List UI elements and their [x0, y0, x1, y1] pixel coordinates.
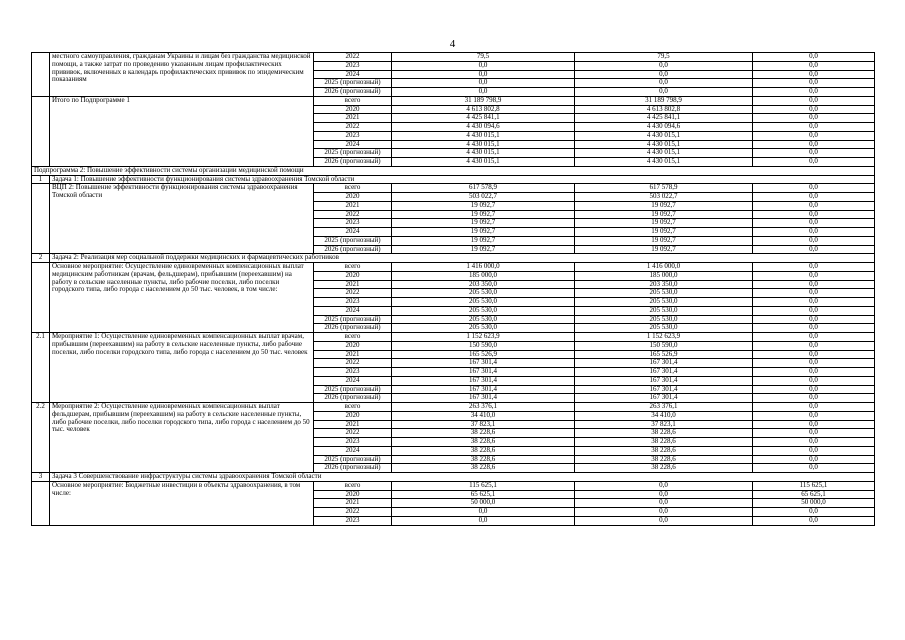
other-source-value: 0,0 — [753, 79, 875, 88]
regional-budget-value: 4 613 802,8 — [575, 105, 753, 114]
other-source-value: 0,0 — [753, 464, 875, 473]
total-value: 165 526,9 — [392, 350, 575, 359]
regional-budget-value: 1 152 623,9 — [575, 333, 753, 342]
period-cell: 2025 (прогнозный) — [314, 315, 392, 324]
row-number — [32, 263, 50, 333]
other-source-value: 0,0 — [753, 394, 875, 403]
other-source-value: 0,0 — [753, 376, 875, 385]
total-value: 205 530,0 — [392, 324, 575, 333]
total-value: 4 613 802,8 — [392, 105, 575, 114]
regional-budget-value: 0,0 — [575, 481, 753, 490]
regional-budget-value: 205 530,0 — [575, 324, 753, 333]
table-row — [32, 184, 875, 193]
total-value: 19 092,7 — [392, 210, 575, 219]
other-source-value: 0,0 — [753, 359, 875, 368]
total-value: 34 410,0 — [392, 411, 575, 420]
other-source-value: 0,0 — [753, 368, 875, 377]
regional-budget-value: 205 530,0 — [575, 315, 753, 324]
total-value: 65 625,1 — [392, 490, 575, 499]
regional-budget-value: 19 092,7 — [575, 236, 753, 245]
total-value: 167 301,4 — [392, 376, 575, 385]
period-cell: 2024 — [314, 228, 392, 237]
row-number: 2.2 — [32, 403, 50, 473]
budget-table-wrapper — [31, 52, 874, 526]
period-cell: 2022 — [314, 53, 392, 62]
period-cell: 2020 — [314, 411, 392, 420]
period-cell: 2026 (прогнозный) — [314, 88, 392, 97]
total-value: 205 530,0 — [392, 315, 575, 324]
period-cell: 2021 — [314, 499, 392, 508]
period-cell: 2022 — [314, 289, 392, 298]
total-value: 19 092,7 — [392, 245, 575, 254]
table-row — [32, 53, 875, 62]
period-cell: 2023 — [314, 438, 392, 447]
regional-budget-value: 38 228,6 — [575, 464, 753, 473]
activity-description: Мероприятие 2: Осуществление единовременных компенсационных выплат фельдшерам, прибывшим (переехавшим) на работу в сельские населенные пункты, либо рабочие поселки, либо поселки городского типа, либо города с населением до 50 тыс. человек — [50, 403, 314, 473]
other-source-value: 0,0 — [753, 123, 875, 132]
row-number — [32, 481, 50, 525]
period-cell: 2025 (прогнозный) — [314, 236, 392, 245]
other-source-value: 0,0 — [753, 289, 875, 298]
total-value: 37 823,1 — [392, 420, 575, 429]
total-value: 50 000,0 — [392, 499, 575, 508]
total-value: 503 022,7 — [392, 193, 575, 202]
period-cell: 2025 (прогнозный) — [314, 149, 392, 158]
page-number: 4 — [449, 38, 456, 50]
period-cell: 2026 (прогнозный) — [314, 158, 392, 167]
regional-budget-value: 19 092,7 — [575, 201, 753, 210]
other-source-value: 0,0 — [753, 105, 875, 114]
table-row — [32, 96, 875, 105]
regional-budget-value: 4 430 015,1 — [575, 158, 753, 167]
regional-budget-value: 19 092,7 — [575, 245, 753, 254]
regional-budget-value: 0,0 — [575, 499, 753, 508]
other-source-value: 0,0 — [753, 341, 875, 350]
period-cell: 2021 — [314, 280, 392, 289]
other-source-value: 0,0 — [753, 271, 875, 280]
task-row — [32, 254, 875, 263]
total-value: 167 301,4 — [392, 394, 575, 403]
total-value: 0,0 — [392, 61, 575, 70]
regional-budget-value: 167 301,4 — [575, 385, 753, 394]
other-source-value: 0,0 — [753, 245, 875, 254]
other-source-value: 0,0 — [753, 61, 875, 70]
other-source-value: 0,0 — [753, 184, 875, 193]
total-value: 167 301,4 — [392, 359, 575, 368]
period-cell: 2021 — [314, 420, 392, 429]
other-source-value: 0,0 — [753, 280, 875, 289]
regional-budget-value: 205 530,0 — [575, 298, 753, 307]
period-cell: 2021 — [314, 114, 392, 123]
other-source-value: 0,0 — [753, 350, 875, 359]
total-value: 205 530,0 — [392, 298, 575, 307]
total-value: 0,0 — [392, 79, 575, 88]
table-row — [32, 403, 875, 412]
regional-budget-value: 38 228,6 — [575, 429, 753, 438]
regional-budget-value: 205 530,0 — [575, 306, 753, 315]
regional-budget-value: 167 301,4 — [575, 394, 753, 403]
total-value: 0,0 — [392, 516, 575, 525]
total-value: 38 228,6 — [392, 429, 575, 438]
total-value: 1 416 000,0 — [392, 263, 575, 272]
total-value: 4 430 015,1 — [392, 158, 575, 167]
regional-budget-value: 0,0 — [575, 490, 753, 499]
other-source-value: 0,0 — [753, 446, 875, 455]
regional-budget-value: 4 430 015,1 — [575, 131, 753, 140]
period-cell: всего — [314, 403, 392, 412]
total-value: 4 430 094,6 — [392, 123, 575, 132]
activity-description: Итого по Подпрограмме 1 — [50, 96, 314, 166]
task-title: Задача 2: Реализация мер социальной поддержки медицинских и фармацевтических работников — [50, 254, 875, 263]
row-number: 1 — [32, 175, 50, 184]
total-value: 205 530,0 — [392, 289, 575, 298]
table-row — [32, 481, 875, 490]
period-cell: 2024 — [314, 446, 392, 455]
activity-description: Мероприятие 1: Осуществление единовременных компенсационных выплат врачам, прибывшим (переехавшим) на работу в сельские населенные пункты, либо рабочие поселки, либо поселки городского типа, либо города с населением до 50 тыс. человек — [50, 333, 314, 403]
total-value: 1 152 623,9 — [392, 333, 575, 342]
other-source-value: 0,0 — [753, 298, 875, 307]
total-value: 150 590,0 — [392, 341, 575, 350]
regional-budget-value: 503 022,7 — [575, 193, 753, 202]
regional-budget-value: 263 376,1 — [575, 403, 753, 412]
total-value: 4 430 015,1 — [392, 149, 575, 158]
other-source-value: 0,0 — [753, 263, 875, 272]
period-cell: 2023 — [314, 131, 392, 140]
other-source-value: 115 625,1 — [753, 481, 875, 490]
total-value: 19 092,7 — [392, 236, 575, 245]
total-value: 205 530,0 — [392, 306, 575, 315]
period-cell: 2023 — [314, 61, 392, 70]
task-title: Задача 3 Совершенствование инфраструктуры системы здравоохранения Томской области — [50, 473, 875, 482]
regional-budget-value: 150 590,0 — [575, 341, 753, 350]
regional-budget-value: 0,0 — [575, 61, 753, 70]
total-value: 0,0 — [392, 508, 575, 517]
period-cell: 2022 — [314, 429, 392, 438]
period-cell: 2020 — [314, 341, 392, 350]
other-source-value: 0,0 — [753, 508, 875, 517]
other-source-value: 0,0 — [753, 333, 875, 342]
other-source-value: 0,0 — [753, 149, 875, 158]
other-source-value: 0,0 — [753, 516, 875, 525]
regional-budget-value: 38 228,6 — [575, 446, 753, 455]
regional-budget-value: 31 189 798,9 — [575, 96, 753, 105]
period-cell: 2022 — [314, 359, 392, 368]
regional-budget-value: 38 228,6 — [575, 455, 753, 464]
regional-budget-value: 167 301,4 — [575, 376, 753, 385]
regional-budget-value: 167 301,4 — [575, 359, 753, 368]
subprogram-row — [32, 166, 875, 175]
regional-budget-value: 19 092,7 — [575, 228, 753, 237]
regional-budget-value: 1 416 000,0 — [575, 263, 753, 272]
other-source-value: 0,0 — [753, 236, 875, 245]
period-cell: 2022 — [314, 210, 392, 219]
other-source-value: 50 000,0 — [753, 499, 875, 508]
period-cell: 2021 — [314, 350, 392, 359]
total-value: 115 625,1 — [392, 481, 575, 490]
total-value: 0,0 — [392, 70, 575, 79]
total-value: 38 228,6 — [392, 455, 575, 464]
other-source-value: 0,0 — [753, 53, 875, 62]
period-cell: 2026 (прогнозный) — [314, 245, 392, 254]
other-source-value: 0,0 — [753, 403, 875, 412]
period-cell: 2024 — [314, 140, 392, 149]
regional-budget-value: 203 350,0 — [575, 280, 753, 289]
total-value: 4 425 841,1 — [392, 114, 575, 123]
total-value: 38 228,6 — [392, 438, 575, 447]
regional-budget-value: 79,5 — [575, 53, 753, 62]
period-cell: 2023 — [314, 516, 392, 525]
other-source-value: 0,0 — [753, 210, 875, 219]
total-value: 19 092,7 — [392, 201, 575, 210]
table-row — [32, 263, 875, 272]
subprogram-title: Подпрограмма 2: Повышение эффективности системы организации медицинской помощи — [32, 166, 875, 175]
regional-budget-value: 0,0 — [575, 70, 753, 79]
regional-budget-value: 205 530,0 — [575, 289, 753, 298]
total-value: 203 350,0 — [392, 280, 575, 289]
total-value: 167 301,4 — [392, 368, 575, 377]
period-cell: 2020 — [314, 271, 392, 280]
other-source-value: 0,0 — [753, 429, 875, 438]
other-source-value: 0,0 — [753, 420, 875, 429]
row-number — [32, 184, 50, 254]
regional-budget-value: 0,0 — [575, 88, 753, 97]
activity-description: ВЦП 2: Повышение эффективности функционирования системы здравоохранения Томской области — [50, 184, 314, 254]
total-value: 19 092,7 — [392, 219, 575, 228]
regional-budget-value: 4 430 015,1 — [575, 140, 753, 149]
total-value: 167 301,4 — [392, 385, 575, 394]
total-value: 38 228,6 — [392, 446, 575, 455]
other-source-value: 0,0 — [753, 455, 875, 464]
regional-budget-value: 167 301,4 — [575, 368, 753, 377]
total-value: 31 189 798,9 — [392, 96, 575, 105]
period-cell: всего — [314, 263, 392, 272]
budget-table-body — [32, 53, 875, 526]
period-cell: 2026 (прогнозный) — [314, 464, 392, 473]
other-source-value: 0,0 — [753, 315, 875, 324]
row-number: 3 — [32, 473, 50, 482]
period-cell: 2023 — [314, 219, 392, 228]
other-source-value: 0,0 — [753, 158, 875, 167]
regional-budget-value: 165 526,9 — [575, 350, 753, 359]
task-row — [32, 175, 875, 184]
total-value: 4 430 015,1 — [392, 140, 575, 149]
period-cell: 2024 — [314, 70, 392, 79]
regional-budget-value: 4 425 841,1 — [575, 114, 753, 123]
other-source-value: 0,0 — [753, 228, 875, 237]
period-cell: 2024 — [314, 306, 392, 315]
other-source-value: 0,0 — [753, 306, 875, 315]
other-source-value: 0,0 — [753, 385, 875, 394]
other-source-value: 0,0 — [753, 131, 875, 140]
total-value: 4 430 015,1 — [392, 131, 575, 140]
row-number: 2 — [32, 254, 50, 263]
other-source-value: 0,0 — [753, 114, 875, 123]
period-cell: 2025 (прогнозный) — [314, 79, 392, 88]
period-cell: 2026 (прогнозный) — [314, 394, 392, 403]
regional-budget-value: 38 228,6 — [575, 438, 753, 447]
regional-budget-value: 617 578,9 — [575, 184, 753, 193]
other-source-value: 0,0 — [753, 193, 875, 202]
activity-description: местного самоуправления, гражданам Украины и лицам без гражданства медицинской помощи, а также затрат по проведению указанным лицам профилактических прививок, включенных в календарь профилактических прививок по эпидемическим показаниям — [50, 53, 314, 97]
period-cell: 2023 — [314, 298, 392, 307]
other-source-value: 0,0 — [753, 88, 875, 97]
regional-budget-value: 4 430 094,6 — [575, 123, 753, 132]
regional-budget-value: 0,0 — [575, 508, 753, 517]
budget-table — [31, 52, 875, 526]
activity-description: Основное мероприятие: Осуществление единовременных компенсационных выплат медицинским работникам (врачам, фельдшерам), прибывшим (переехавшим) на работу в сельские населенные пункты, либо рабочие поселки, либо поселки городского типа, либо города с населением до 50 тыс. человек, в том числе: — [50, 263, 314, 333]
row-number — [32, 53, 50, 97]
other-source-value: 0,0 — [753, 96, 875, 105]
period-cell: всего — [314, 481, 392, 490]
total-value: 617 578,9 — [392, 184, 575, 193]
regional-budget-value: 19 092,7 — [575, 219, 753, 228]
activity-description: Основное мероприятие: Бюджетные инвестиции в объекты здравоохранения, в том числе: — [50, 481, 314, 525]
table-row — [32, 333, 875, 342]
regional-budget-value: 185 000,0 — [575, 271, 753, 280]
other-source-value: 0,0 — [753, 70, 875, 79]
row-number: 2.1 — [32, 333, 50, 403]
period-cell: 2020 — [314, 193, 392, 202]
period-cell: 2022 — [314, 508, 392, 517]
regional-budget-value: 34 410,0 — [575, 411, 753, 420]
other-source-value: 0,0 — [753, 438, 875, 447]
row-number — [32, 96, 50, 166]
other-source-value: 0,0 — [753, 140, 875, 149]
period-cell: 2021 — [314, 201, 392, 210]
period-cell: 2020 — [314, 105, 392, 114]
period-cell: всего — [314, 96, 392, 105]
period-cell: 2026 (прогнозный) — [314, 324, 392, 333]
regional-budget-value: 19 092,7 — [575, 210, 753, 219]
task-title: Задача 1: Повышение эффективности функционирования системы здравоохранения Томской области — [50, 175, 875, 184]
total-value: 0,0 — [392, 88, 575, 97]
total-value: 185 000,0 — [392, 271, 575, 280]
period-cell: всего — [314, 184, 392, 193]
total-value: 19 092,7 — [392, 228, 575, 237]
period-cell: 2022 — [314, 123, 392, 132]
period-cell: 2023 — [314, 368, 392, 377]
other-source-value: 65 625,1 — [753, 490, 875, 499]
period-cell: 2025 (прогнозный) — [314, 385, 392, 394]
other-source-value: 0,0 — [753, 324, 875, 333]
total-value: 263 376,1 — [392, 403, 575, 412]
regional-budget-value: 0,0 — [575, 79, 753, 88]
total-value: 79,5 — [392, 53, 575, 62]
other-source-value: 0,0 — [753, 411, 875, 420]
other-source-value: 0,0 — [753, 201, 875, 210]
period-cell: 2024 — [314, 376, 392, 385]
task-row — [32, 473, 875, 482]
regional-budget-value: 0,0 — [575, 516, 753, 525]
period-cell: всего — [314, 333, 392, 342]
regional-budget-value: 4 430 015,1 — [575, 149, 753, 158]
regional-budget-value: 37 823,1 — [575, 420, 753, 429]
total-value: 38 228,6 — [392, 464, 575, 473]
period-cell: 2020 — [314, 490, 392, 499]
period-cell: 2025 (прогнозный) — [314, 455, 392, 464]
other-source-value: 0,0 — [753, 219, 875, 228]
